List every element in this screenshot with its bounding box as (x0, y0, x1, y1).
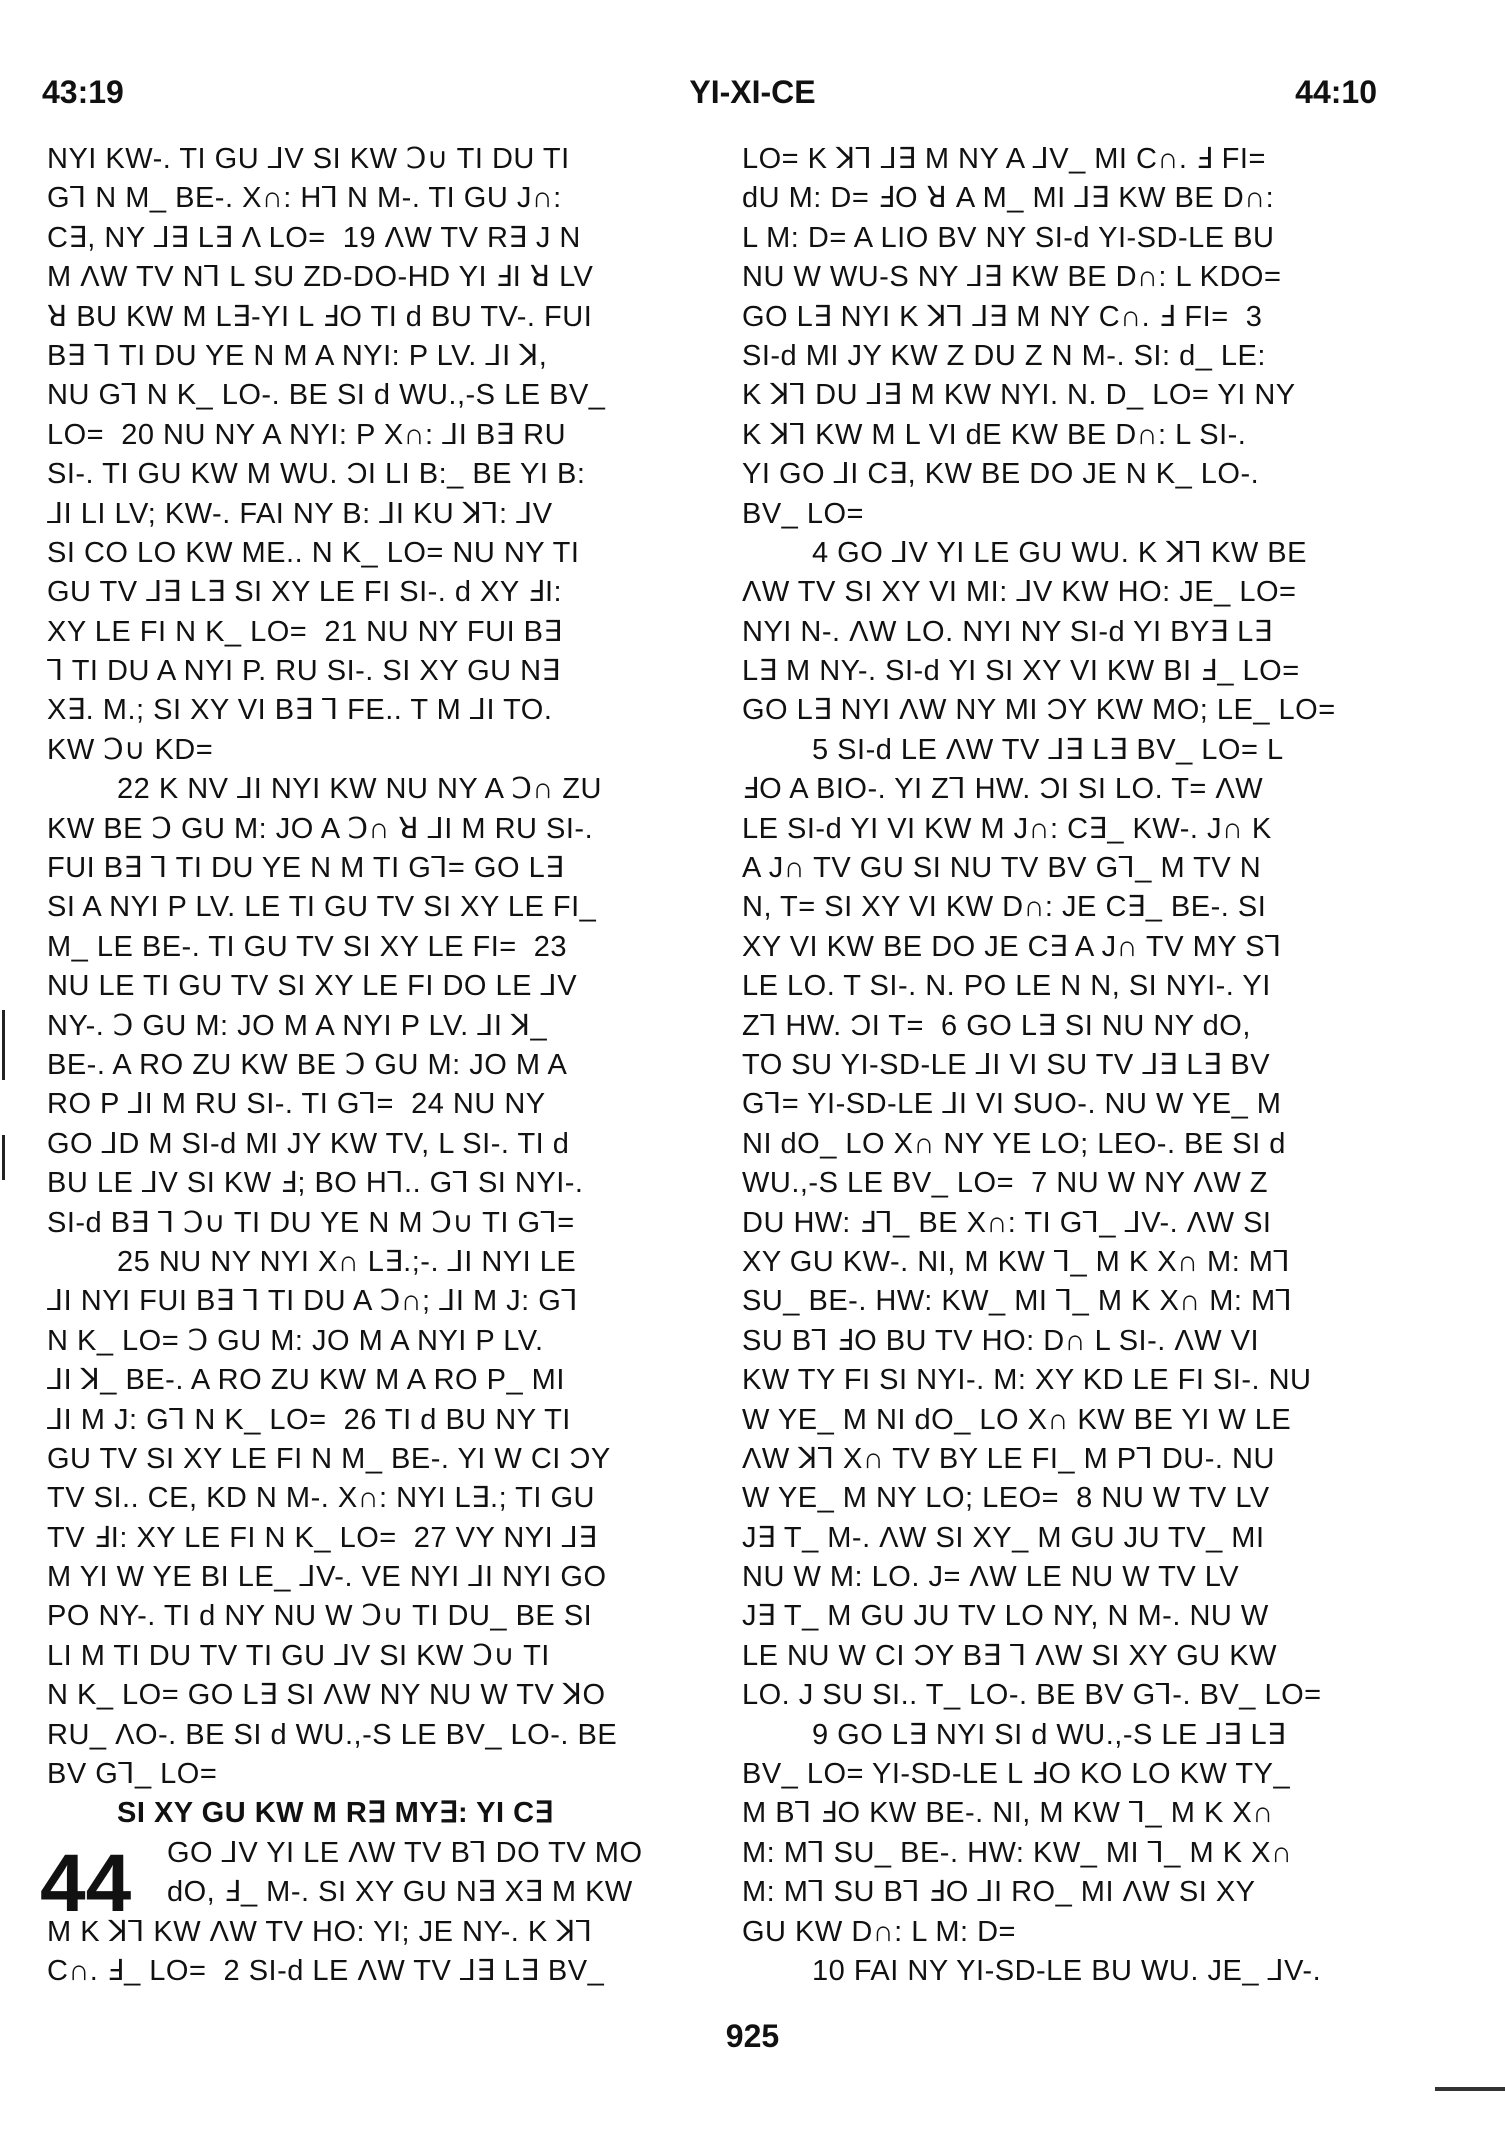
text-line: M: M⅂ SU_ BE-. HW: KW_ MI ⅂_ M K X∩ (742, 1836, 1293, 1869)
text-line: NU W M: LO. J= ΛW LE NU W TV LV (742, 1561, 1240, 1594)
text-line: K ꓘ⅂ DU ⅃∃ M KW NYI. N. D_ LO= YI NY (742, 379, 1296, 412)
right-paragraph-9 (742, 1716, 1402, 1952)
text-line: G⅂= YI-SD-LE ⅃I VI SUO-. NU W YE_ M (742, 1088, 1282, 1121)
right-paragraph-10: 10 FAI NY YI-SD-LE BU WU. JE_ ⅃V-. (812, 1954, 1322, 1987)
text-line: A J∩ TV GU SI NU TV BV G⅂_ M TV N (742, 852, 1262, 885)
text-line: GU TV SI XY LE FI N M_ BE-. YI W CI ƆY (47, 1442, 611, 1475)
text-line: LO= K ꓘ⅂ ⅃∃ M NY A ⅃V_ MI C∩. Ⅎ FI= (742, 143, 1266, 175)
text-line: SI-d MI JY KW Z DU Z N M-. SI: d_ LE: (742, 339, 1266, 372)
text-line: ℲO A BIO-. YI Z⅂ HW. ƆI SI LO. T= ΛW (742, 773, 1264, 806)
text-line: XY VI KW BE DO JE C∃ A J∩ TV MY S⅂ (742, 930, 1282, 963)
text-line: SI-. TI GU KW M WU. ƆI LI B:_ BE YI B: (47, 458, 586, 491)
text-line: BV_ LO= YI-SD-LE L ℲO KO LO KW TY_ (742, 1758, 1291, 1791)
text-line: 4 GO ⅃V YI LE GU WU. K ꓘ⅂ KW BE (812, 536, 1307, 569)
text-line: BV G⅂_ LO= (47, 1758, 218, 1791)
text-line: L M: D= A LIO BV NY SI-d YI-SD-LE BU (742, 221, 1275, 254)
text-line: NU LE TI GU TV SI XY LE FI DO LE ⅃V (47, 970, 578, 1003)
text-line: RO P ⅃I M RU SI-. TI G⅂= 24 NU NY (47, 1088, 546, 1121)
text-line: DU HW: Ⅎ⅂_ BE X∩: TI G⅂_ ⅃V-. ΛW SI (742, 1206, 1272, 1239)
text-line: 22 K NV ⅃I NYI KW NU NY A Ↄ∩ ZU (117, 773, 602, 806)
left-paragraph-22 (47, 770, 707, 1243)
text-line: K ꓘ⅂ KW M L VI dE KW BE D∩: L SI-. (742, 418, 1247, 451)
text-line: WU.,-S LE BV_ LO= 7 NU W NY ΛW Z (742, 1167, 1269, 1200)
text-line: G⅂ N M_ BE-. X∩: H⅂ N M-. TI GU J∩: (47, 182, 562, 215)
text-line: ⅃I ꓘ_ BE-. A RO ZU KW M A RO P_ MI (47, 1364, 565, 1397)
text-line: BV_ LO= (742, 497, 864, 530)
right-paragraph-continuation (742, 140, 1402, 534)
text-line: dU M: D= ℲO ꓤ A M_ MI ⅃∃ KW BE D∩: (742, 182, 1275, 215)
header-chapter-verse-start: 43:19 (42, 74, 124, 110)
text-line: C∩. Ⅎ_ LO= 2 SI-d LE ΛW TV ⅃∃ L∃ BV_ (47, 1954, 605, 1987)
section-heading: SI XY GU KW M R∃ MY∃: YI C∃ (117, 1797, 554, 1830)
text-line: RU_ ΛO-. BE SI d WU.,-S LE BV_ LO-. BE (47, 1718, 618, 1751)
text-line: KW TY FI SI NYI-. M: XY KD LE FI SI-. NU (742, 1364, 1312, 1397)
text-line: GO ⅃D M SI-d MI JY KW TV, L SI-. TI d (47, 1127, 570, 1160)
text-line: ⅂ TI DU A NYI P. RU SI-. SI XY GU N∃ (47, 655, 561, 688)
text-line: SU B⅂ ℲO BU TV HO: D∩ L SI-. ΛW VI (742, 1324, 1260, 1357)
text-line: SI CO LO KW ME.. N K_ LO= NU NY TI (47, 536, 580, 569)
text-line: PO NY-. TI d NY NU W Ↄ∪ TI DU_ BE SI (47, 1600, 593, 1633)
text-line: GU KW D∩: L M: D= (742, 1915, 1016, 1948)
text-line: SI-d B∃ ⅂ Ↄ∪ TI DU YE N M Ↄ∪ TI G⅂= (47, 1206, 575, 1239)
text-line: NYI N-. ΛW LO. NYI NY SI-d YI BY∃ L∃ (742, 615, 1273, 648)
text-line: TV SI.. CE, KD N M-. X∩: NYI L∃.; TI GU (47, 1482, 595, 1515)
text-line: YI GO ⅃I C∃, KW BE DO JE N K_ LO-. (742, 458, 1260, 491)
left-text-column (47, 140, 707, 1991)
text-line: LE LO. T SI-. N. PO LE N N, SI NYI-. YI (742, 970, 1271, 1003)
page-number: 925 (725, 2018, 780, 2054)
text-line: M YI W YE BI LE_ ⅃V-. VE NYI ⅃I NYI GO (47, 1561, 607, 1594)
text-line: W YE_ M NY LO; LEO= 8 NU W TV LV (742, 1482, 1270, 1515)
text-line: SI A NYI P LV. LE TI GU TV SI XY LE FI_ (47, 891, 597, 924)
text-line: N K_ LO= GO L∃ SI ΛW NY NU W TV ꓘO (47, 1679, 606, 1712)
text-line: TV ℲI: XY LE FI N K_ LO= 27 VY NYI ⅃∃ (47, 1521, 598, 1554)
text-line: ⅃I M J: G⅂ N K_ LO= 26 TI d BU NY TI (47, 1403, 571, 1436)
left-paragraph-25 (47, 1243, 707, 1794)
right-paragraph-4 (742, 534, 1402, 731)
text-line: GO L∃ NYI K ꓘ⅂ ⅃∃ M NY C∩. Ⅎ FI= 3 (742, 300, 1263, 333)
text-line: GO L∃ NYI ΛW NY MI ƆY KW MO; LE_ LO= (742, 694, 1336, 727)
text-line: LO. J SU SI.. T_ LO-. BE BV G⅂-. BV_ LO= (742, 1679, 1322, 1712)
text-line: M ΛW TV N⅂ L SU ZD-DO-HD YI ℲI ꓤ LV (47, 261, 594, 294)
text-line: NU W WU-S NY ⅃∃ KW BE D∩: L KDO= (742, 261, 1282, 294)
chapter-opening (47, 1834, 707, 1992)
text-line: M K ꓘ⅂ KW ΛW TV HO: YI; JE NY-. K ꓘ⅂ (47, 1915, 593, 1948)
text-line: NY-. Ↄ GU M: JO M A NYI P LV. ⅃I ꓘ_ (47, 1009, 548, 1042)
text-line: ⅃I NYI FUI B∃ ⅂ TI DU A Ↄ∩; ⅃I M J: G⅂ (47, 1285, 578, 1318)
text-line: 25 NU NY NYI X∩ L∃.;-. ⅃I NYI LE (117, 1245, 577, 1278)
text-line: NU G⅂ N K_ LO-. BE SI d WU.,-S LE BV_ (47, 379, 606, 412)
text-line: NYI KW-. TI GU ⅃V SI KW Ↄ∪ TI DU TI (47, 143, 570, 175)
chapter-number: 44 (40, 1838, 132, 1929)
text-line: TO SU YI-SD-LE ⅃I VI SU TV ⅃∃ L∃ BV (742, 1048, 1271, 1081)
text-line: C∃, NY ⅃∃ L∃ Λ LO= 19 ΛW TV R∃ J N (47, 221, 581, 254)
text-line: ΛW ꓘ⅂ X∩ TV BY LE FI_ M P⅂ DU-. NU (742, 1442, 1275, 1475)
header-chapter-verse-end: 44:10 (1295, 74, 1377, 110)
text-line: NI dO_ LO X∩ NY YE LO; LEO-. BE SI d (742, 1127, 1286, 1160)
text-line: KW BE Ↄ GU M: JO A Ↄ∩ ꓤ ⅃I M RU SI-. (47, 812, 594, 845)
text-line: LE SI-d YI VI KW M J∩: C∃_ KW-. J∩ K (742, 812, 1272, 845)
text-line: XY GU KW-. NI, M KW ⅂_ M K X∩ M: M⅂ (742, 1245, 1291, 1278)
text-line: W YE_ M NI dO_ LO X∩ KW BE YI W LE (742, 1403, 1292, 1436)
scan-margin-mark (2, 1010, 5, 1080)
text-line: KW Ↄ∪ KD= (47, 733, 214, 766)
text-line: 9 GO L∃ NYI SI d WU.,-S LE ⅃∃ L∃ (812, 1718, 1286, 1751)
text-line: X∃. M.; SI XY VI B∃ ⅂ FE.. T M ⅃I TO. (47, 694, 553, 727)
text-line: GU TV ⅃∃ L∃ SI XY LE FI SI-. d XY ℲI: (47, 576, 563, 609)
text-line: M B⅂ ℲO KW BE-. NI, M KW ⅂_ M K X∩ (742, 1797, 1274, 1830)
text-line: LE NU W CI ƆY B∃ ⅂ ΛW SI XY GU KW (742, 1639, 1277, 1672)
text-line: M_ LE BE-. TI GU TV SI XY LE FI= 23 (47, 930, 568, 963)
text-line: BE-. A RO ZU KW BE Ↄ GU M: JO M A (47, 1048, 568, 1081)
text-line: N K_ LO= Ↄ GU M: JO M A NYI P LV. (47, 1324, 544, 1357)
right-text-column (742, 140, 1402, 1991)
text-line: SU_ BE-. HW: KW_ MI ⅂_ M K X∩ M: M⅂ (742, 1285, 1293, 1318)
text-line: N, T= SI XY VI KW D∩: JE C∃_ BE-. SI (742, 891, 1267, 924)
text-line: BU LE ⅃V SI KW Ⅎ; BO H⅂.. G⅂ SI NYI-. (47, 1167, 584, 1200)
text-line: XY LE FI N K_ LO= 21 NU NY FUI B∃ (47, 615, 563, 648)
text-line: GO ⅃V YI LE ΛW TV B⅂ DO TV MO (167, 1836, 643, 1869)
text-line: B∃ ⅂ TI DU YE N M A NYI: P LV. ⅃I ꓘ, (47, 339, 548, 372)
text-line: J∃ T_ M GU JU TV LO NY, N M-. NU W (742, 1600, 1269, 1633)
text-line: ⅃I LI LV; KW-. FAI NY B: ⅃I KU ꓘ⅂: ⅃V (47, 497, 553, 530)
text-line: J∃ T_ M-. ΛW SI XY_ M GU JU TV_ MI (742, 1521, 1265, 1554)
text-line: dO, Ⅎ_ M-. SI XY GU N∃ X∃ M KW (167, 1876, 633, 1909)
scan-margin-mark (2, 1135, 5, 1180)
scan-edge-mark (1435, 2087, 1505, 2091)
text-line: 5 SI-d LE ΛW TV ⅃∃ L∃ BV_ LO= L (812, 733, 1284, 766)
text-line: ΛW TV SI XY VI MI: ⅃V KW HO: JE_ LO= (742, 576, 1297, 609)
header-book-title: YI-XI-CE (689, 74, 816, 110)
right-paragraph-5 (742, 731, 1402, 1716)
text-line: ꓤ BU KW M L∃-YI L ℲO TI d BU TV-. FUI (47, 300, 593, 333)
text-line: LI M TI DU TV TI GU ⅃V SI KW Ↄ∪ TI (47, 1639, 550, 1672)
text-line: L∃ M NY-. SI-d YI SI XY VI KW BI Ⅎ_ LO= (742, 655, 1300, 688)
text-line: LO= 20 NU NY A NYI: P X∩: ⅃I B∃ RU (47, 418, 567, 451)
text-line: M: M⅂ SU B⅂ ℲO ⅃I RO_ MI ΛW SI XY (742, 1876, 1256, 1909)
text-line: Z⅂ HW. ƆI T= 6 GO L∃ SI NU NY dO, (742, 1009, 1251, 1042)
text-line: FUI B∃ ⅂ TI DU YE N M TI G⅂= GO L∃ (47, 852, 565, 885)
left-paragraph-1 (47, 140, 707, 770)
